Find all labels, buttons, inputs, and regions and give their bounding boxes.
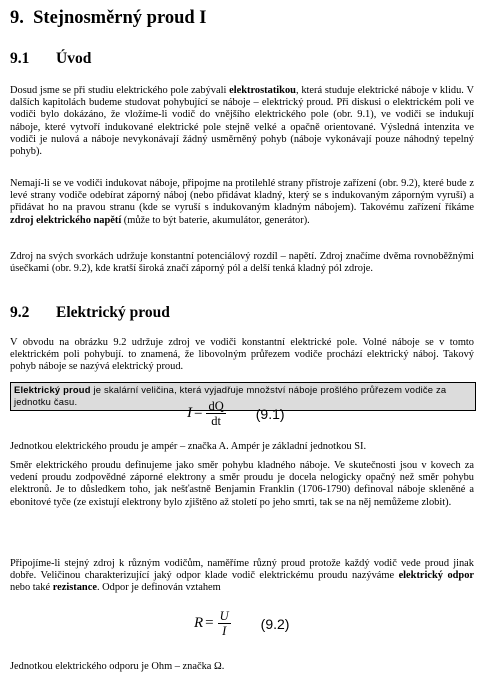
- fraction-denominator: [220, 624, 228, 638]
- text-run: , která studuje elektrické náboje v klidu. V dalších kapitolách budeme studovat pohybující se náboje – elektrický proud. Při diskusi o elektrickém poli ve vodiči bylo dokázáno, že vložíme-li vodič do vnějšího elektrického pole (obr. 9.1), ve vodiči se indukují náboje, které vytvoří indukované elektrické pole stejně velké a opačně orientované. Výsledná intenzita ve vodiči je nulová a náboje nevykonávají žádný usměrněný pohyb (náboje vykonávají pouze náhodný tepelný pohyb).: [10, 85, 475, 158]
- paragraph-intro-2: [10, 178, 474, 227]
- bold-term-voltage-source: zdroj elektrického napětí: [10, 214, 122, 226]
- equation-number: (9.1): [255, 405, 285, 422]
- section-heading-intro: [10, 50, 91, 68]
- formula-fraction: [206, 399, 225, 428]
- paragraph-current-5: Jednotkou elektrického odporu je Ohm – značka Ω.: [10, 661, 225, 672]
- numerator-var: U: [219, 609, 229, 623]
- formula-equals: =: [205, 615, 214, 631]
- formula-fraction: [218, 609, 231, 638]
- paragraph-current-4: [10, 558, 474, 595]
- section-title: Úvod: [56, 50, 92, 67]
- formula-lhs: I: [187, 405, 192, 421]
- paragraph-current-3: Směr elektrického proudu definujeme jako směr pohybu kladného náboje. Ve skutečnosti jsou v kovech za vedení proudu zodpovědné záporné elektrony a směr proudu je docela nelogicky opačný než směr pohybu elektronů. Je to důsledkem toho, jak nešťastně Benjamin Franklin (1706-1790) definoval náboje skleněné a ebonitové tyče (ze existují elektrony bylo zjištěno až století po jeho smrti, tak se na něj nemůžeme zlobit).: [10, 460, 474, 508]
- fraction-numerator: [218, 609, 231, 623]
- paragraph-intro-1: [10, 85, 474, 158]
- formula-lhs: R: [194, 615, 204, 631]
- section-heading-current: [10, 304, 170, 322]
- equation-number: (9.2): [260, 615, 290, 632]
- formula-equals: =: [194, 405, 203, 421]
- paragraph-intro-3: Zdroj na svých svorkách udržuje konstantní potenciálový rozdíl – napětí. Zdroj značíme dvěma rovnoběžnými úsečkami (obr. 9.2), kde kratší široká značí záporný pól a delší tenká kladný pól zdroje.: [10, 251, 474, 275]
- chapter-title: Stejnosměrný proud I: [33, 8, 207, 28]
- text-run: (může to být baterie, akumulátor, generátor).: [121, 214, 310, 226]
- text-run: Dosud jsme se při studiu elektrického pole zabývali: [10, 85, 230, 96]
- formula-current: [187, 399, 285, 428]
- text-run: nebo také: [10, 582, 53, 594]
- section-number: 9.2: [10, 304, 30, 321]
- fraction-numerator: dQ: [208, 399, 224, 413]
- paragraph-current-2: Jednotkou elektrického proudu je ampér – značka A. Ampér je základní jednotkou SI.: [10, 441, 367, 452]
- definition-term: Elektrický proud: [14, 384, 91, 395]
- bold-term-resistance: elektrický odpor: [398, 570, 475, 582]
- text-run: Připojíme-li stejný zdroj k různým vodičům, naměříme různý proud protože každý vodič vede proud jinak dobře. Veličinou charakterizující jaký odpor klade vodič elektrickému proudu nazýváme: [10, 558, 474, 582]
- chapter-heading: [10, 8, 207, 29]
- definition-text: je skalární veličina, která vyjadřuje množství náboje prošlého průřezem vodiče za jednotku času.: [14, 384, 447, 407]
- section-number: 9.1: [10, 50, 30, 67]
- text-run: . Odpor je definován vztahem: [96, 582, 221, 594]
- formula-resistance: [194, 609, 289, 638]
- bold-term-rezistance: rezistance: [52, 582, 97, 594]
- bold-term-electrostatics: elektrostatikou: [229, 85, 296, 96]
- chapter-number: 9.: [10, 8, 24, 28]
- denominator-var: I: [222, 624, 227, 638]
- section-title: Elektrický proud: [56, 304, 170, 321]
- text-run: Nemají-li se ve vodiči indukovat náboje, připojme na protilehlé strany přístroje zařízení (obr. 9.2), které bude z levé strany vodiče odebírat záporný náboj (nebo přidávat kladný, který se s indukovaným záporným vyruší) a přidávat ho na pravou stranu (kde se vyruší s indukovaným kladným nábojem). Takovému zařízení říkáme: [10, 178, 474, 214]
- fraction-denominator: dt: [211, 414, 221, 428]
- paragraph-current-1: V obvodu na obrázku 9.2 udržuje zdroj ve vodiči konstantní elektrické pole. Volné náboje se v tomto elektrickém poli pohybují. to znamená, že libovolným průřezem vodiče prochází elektrický náboj. Takový pohyb náboje se nazývá elektrický proud.: [10, 337, 474, 373]
